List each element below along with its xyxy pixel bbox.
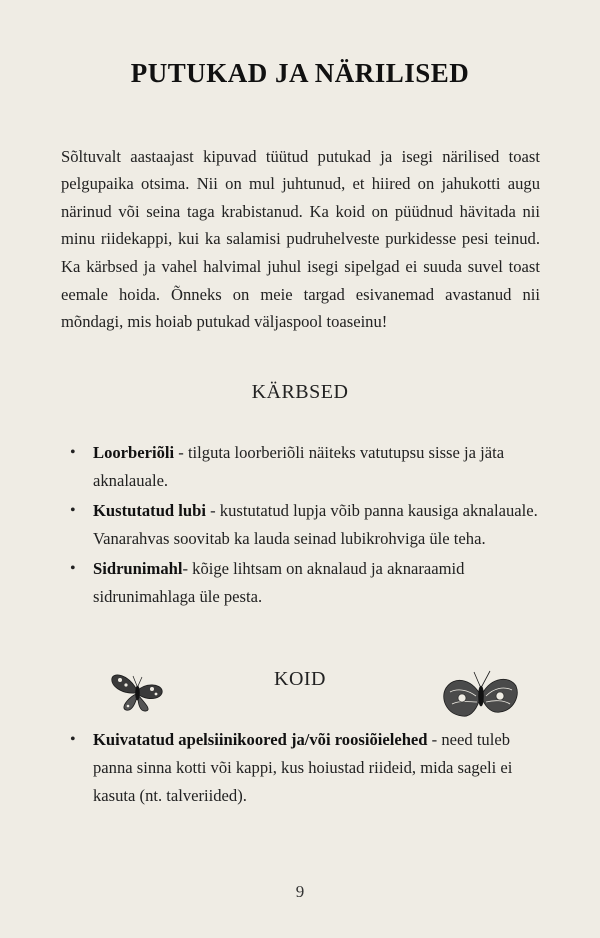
list-item bbox=[61, 497, 541, 553]
page-title: PUTUKAD JA NÄRILISED bbox=[130, 58, 470, 88]
koid-list bbox=[61, 726, 541, 812]
section-heading-koid: KOID bbox=[274, 668, 326, 690]
bullet-icon: • bbox=[70, 444, 76, 461]
item-term: Loorberiõli bbox=[93, 443, 175, 462]
item-term: Sidrunimahl bbox=[93, 559, 183, 578]
bullet-icon: • bbox=[70, 560, 76, 577]
karbsed-list bbox=[61, 439, 541, 613]
bullet-icon: • bbox=[70, 731, 76, 748]
bullet-icon: • bbox=[70, 502, 76, 519]
item-term: Kustutatud lubi bbox=[93, 501, 206, 520]
intro-paragraph: Sõltuvalt aastaajast kipuvad tüütud putukad ja isegi närilised toast pelgupaika otsima. Nii on mul juhtunud, et hiired on jahukotti augu närinud või seina taga krabistanud. Ka koid on püüdnud hävitada nii minu riidekappi, kui ka salamisi pudruhelveste purkidesse pesi teinud. Ka kärbsed ja vahel halvimal juhul isegi sipelgad ei suuda suvel toast eemale hoida. Õnneks on meie targad esivanemad avastanud nii mõndagi, mis hoiab putukad väljaspool toaseinu! bbox=[61, 146, 540, 332]
item-text: - need tuleb panna sinna kotti või kappi, kus hoiustad riideid, mida sageli ei kasuta (nt. talveriided). bbox=[93, 730, 513, 805]
item-text: - tilguta loorberiõli näiteks vatutupsu sisse ja jäta aknalauale. bbox=[93, 443, 505, 490]
list-item bbox=[61, 439, 541, 495]
list-item bbox=[61, 726, 541, 810]
section-heading-karbsed: KÄRBSED bbox=[251, 381, 349, 403]
item-term: Kuivatatud apelsiinikoored ja/või roosiõielehed bbox=[93, 730, 428, 749]
list-item bbox=[61, 555, 541, 611]
moth-illustration-icon bbox=[440, 666, 520, 724]
item-text: - kõige lihtsam on aknalaud ja aknaraamid sidrunimahlaga üle pesta. bbox=[93, 559, 465, 606]
item-text: - kustutatud lupja võib panna kausiga aknalauale. Vanarahvas soovitab ka lauda seinad lubikrohviga üle teha. bbox=[93, 501, 538, 548]
page-number: 9 bbox=[295, 882, 305, 901]
